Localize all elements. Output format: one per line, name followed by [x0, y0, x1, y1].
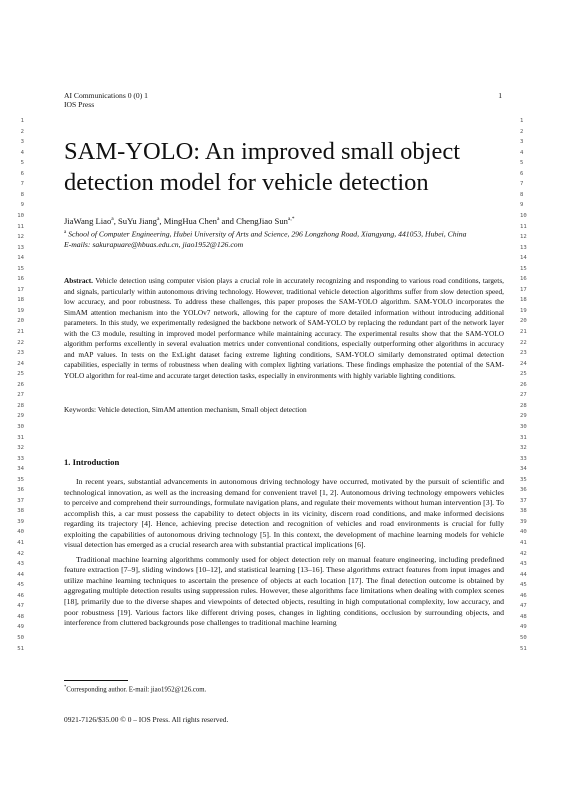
line-number: 30	[17, 423, 24, 430]
line-number: 36	[520, 487, 527, 494]
line-number: 26	[17, 381, 24, 388]
line-number: 47	[17, 603, 24, 610]
line-number: 24	[520, 360, 527, 367]
line-number: 51	[17, 645, 24, 652]
line-number: 49	[520, 624, 527, 631]
line-number: 45	[520, 582, 527, 589]
line-number: 34	[520, 466, 527, 473]
line-number: 23	[520, 350, 527, 357]
line-number: 4	[520, 149, 524, 156]
line-number: 34	[17, 466, 24, 473]
line-number: 33	[17, 455, 24, 462]
abstract-text: Vehicle detection using computer vision plays a crucial role in accurately recognizing and responding to various road conditions, targets, and signals, particularly within autonomous driving technology. However, traditional vehicle detection algorithms suffer from slow detection speed, low accuracy, and poor robustness. To address these challenges, this paper proposes the SAM-YOLO algorithm. SAM-YOLO incorporates the SimAM attention mechanism into the YOLOv7 network, allowing for the capture of more detailed information without introducing additional parameters. In this study, we experimentally redesigned the backbone network of SAM-YOLO by replacing the redundant part of the network layer with the C3 module, resulting in improved model performance while maintaining accuracy. The experimental results show that the SAM-YOLO algorithm performs excellently in several evaluation metrics under conventional conditions, especially outperforming other algorithms in accuracy and mAP values. In tests on the ExLight dataset facing extreme lighting conditions, SAM-YOLO similarly demonstrated optimal detection capabilities, especially in terms of robustness when dealing with complex lighting variations. These findings emphasize the potential of the SAM-YOLO algorithm for real-time and accurate target detection tasks, especially in environments with highly variable lighting conditions.	[64, 276, 504, 380]
line-number: 10	[520, 212, 527, 219]
line-number: 41	[17, 540, 24, 546]
line-number: 2	[20, 128, 24, 135]
paper-title: SAM-YOLO: An improved small object detection model for vehicle detection	[64, 138, 461, 196]
author: SuYu Jiang$^a$,	[118, 215, 164, 226]
line-number: 3	[520, 139, 524, 146]
line-number: 25	[520, 371, 527, 378]
line-number: 45	[17, 582, 24, 589]
line-number: 9	[20, 202, 24, 209]
footnote-rule	[64, 680, 128, 681]
line-number: 12	[17, 234, 24, 241]
line-number: 16	[520, 276, 527, 283]
line-number: 24	[17, 360, 24, 367]
line-number: 14	[520, 255, 527, 262]
line-number: 4	[20, 149, 24, 156]
paragraph: Traditional machine learning algorithms commonly used for object detection rely on manual feature engineering, including predefined feature extraction [7–9], sliding windows [10–12], and statistical learning [13–16]. These algorithms extract features from input images and utilize machine learning techniques to ascertain the presence of objects at each location [17]. The final detection outcome is obtained by aggregating multiple detection results using suppression rules. However, these algorithms face limitations when dealing with complex scenes [18], primarily due to the diverse shapes and viewpoints of detected objects, resulting in high computational complexity, low accuracy, and poor robustness [19]. Various factors like different driving poses, changes in lighting conditions, occlusion by surrounding objects, and interference from cluttered backgrounds pose challenges to traditional machine learning	[64, 554, 504, 628]
line-number: 36	[17, 487, 24, 494]
line-number: 25	[17, 371, 24, 378]
line-number: 38	[17, 508, 24, 515]
line-number: 14	[17, 255, 24, 262]
line-number: 20	[520, 318, 527, 325]
line-number: 48	[17, 613, 24, 620]
line-number: 18	[520, 297, 527, 304]
line-number: 21	[520, 329, 527, 335]
line-number: 41	[520, 540, 527, 546]
line-number: 31	[520, 434, 527, 441]
author-list	[64, 214, 295, 226]
line-number: 37	[17, 497, 24, 504]
line-number: 42	[520, 550, 527, 557]
introduction-body	[64, 477, 504, 633]
line-number: 51	[520, 645, 527, 652]
line-number: 50	[17, 634, 24, 641]
line-number: 33	[520, 455, 527, 462]
line-number: 29	[520, 413, 527, 420]
line-number: 17	[520, 286, 527, 293]
publisher-name: IOS Press	[64, 100, 95, 110]
line-number: 13	[520, 244, 527, 251]
page-number: 1	[498, 91, 502, 100]
line-number: 1	[520, 118, 524, 124]
line-number: 5	[20, 160, 24, 167]
line-number: 7	[520, 181, 524, 188]
affiliation	[64, 228, 504, 250]
line-number: 31	[17, 434, 24, 441]
line-number: 6	[20, 170, 24, 177]
author: MingHua Chen$^a$ and	[163, 215, 237, 226]
line-number: 50	[520, 634, 527, 641]
line-number: 16	[17, 276, 24, 283]
author-emails: E-mails: sakurapuare@hbuas.edu.cn, jiao1952@126.com	[64, 239, 244, 249]
line-number: 44	[520, 571, 527, 578]
line-number: 19	[17, 307, 24, 314]
line-number: 29	[17, 413, 24, 420]
line-number: 43	[520, 561, 527, 568]
line-number: 32	[520, 445, 527, 452]
line-number: 3	[20, 139, 24, 146]
line-number: 28	[17, 402, 24, 409]
line-number: 20	[17, 318, 24, 325]
line-number: 35	[17, 476, 24, 483]
line-number: 6	[520, 170, 524, 177]
line-number: 22	[520, 339, 527, 346]
line-number: 8	[20, 191, 24, 198]
line-number: 39	[520, 518, 527, 525]
line-number: 47	[520, 603, 527, 610]
line-number: 49	[17, 624, 24, 631]
line-number: 40	[520, 529, 527, 536]
abstract-label: Abstract.	[64, 276, 93, 285]
line-number: 23	[17, 350, 24, 357]
journal-name: AI Communications 0 (0) 1	[64, 91, 148, 100]
line-number: 21	[17, 329, 24, 335]
line-number: 32	[17, 445, 24, 452]
line-number: 1	[20, 118, 24, 124]
line-number: 39	[17, 518, 24, 525]
running-header	[64, 91, 148, 109]
paragraph: In recent years, substantial advancements in autonomous driving technology have occurred, motivated by the pursuit of scientific and technological innovation, as well as the increasing demand for convenient travel [1, 2]. Autonomous driving technology empowers vehicles to perceive and comprehend their surroundings, formulate navigation plans, and regulate their movements without human intervention [3]. To accomplish this, a car must possess the capability to detect objects in its vicinity, discern road conditions, and make informed decisions regarding its trajectory [4]. Hence, achieving precise detection and recognition of vehicles and road environments is crucial for fully exploiting the capabilities of autonomous driving technology [5]. In this context, the development of machine learning models for vehicle visual detection has emerged as a crucial research area with substantial practical implications [6].	[64, 477, 504, 550]
line-number: 27	[520, 392, 527, 399]
line-number: 28	[520, 402, 527, 409]
line-number: 17	[17, 286, 24, 293]
line-number: 5	[520, 160, 524, 167]
line-number: 22	[17, 339, 24, 346]
line-number: 8	[520, 191, 524, 198]
line-number: 46	[520, 592, 527, 599]
line-number: 35	[520, 476, 527, 483]
copyright-line: 0921-7126/$35.00 © 0 – IOS Press. All rights reserved.	[64, 715, 229, 724]
line-number: 18	[17, 297, 24, 304]
line-number: 43	[17, 561, 24, 568]
line-number: 44	[17, 571, 24, 578]
line-number: 15	[520, 265, 527, 272]
section-heading: 1. Introduction	[64, 457, 120, 467]
line-number: 30	[520, 423, 527, 430]
line-number: 40	[17, 529, 24, 536]
affiliation-line: $^a$ School of Computer Engineering, Hubei University of Arts and Science, 296 Longzhong Road, Xiangyang, 441053, Hubei, China	[64, 229, 467, 239]
line-number: 15	[17, 265, 24, 272]
line-number: 19	[520, 307, 527, 314]
line-number: 42	[17, 550, 24, 557]
keywords: Keywords: Vehicle detection, SimAM attention mechanism, Small object detection	[64, 405, 307, 414]
line-number: 10	[17, 212, 24, 219]
author: JiaWang Liao$^a$,	[64, 215, 119, 226]
line-number: 13	[17, 244, 24, 251]
line-number: 38	[520, 508, 527, 515]
line-number: 2	[520, 128, 524, 135]
footnote: *Corresponding author. E-mail: jiao1952@126.com.	[64, 684, 207, 694]
author: ChengJiao Sun$^{a,*}$	[236, 215, 295, 226]
line-number: 11	[17, 223, 24, 230]
line-number: 7	[20, 181, 24, 188]
line-number: 12	[520, 234, 527, 241]
line-number: 9	[520, 202, 524, 209]
line-number: 27	[17, 392, 24, 399]
line-number: 11	[520, 223, 527, 230]
line-number: 26	[520, 381, 527, 388]
abstract	[64, 276, 504, 381]
line-number: 48	[520, 613, 527, 620]
line-number: 37	[520, 497, 527, 504]
line-number: 46	[17, 592, 24, 599]
